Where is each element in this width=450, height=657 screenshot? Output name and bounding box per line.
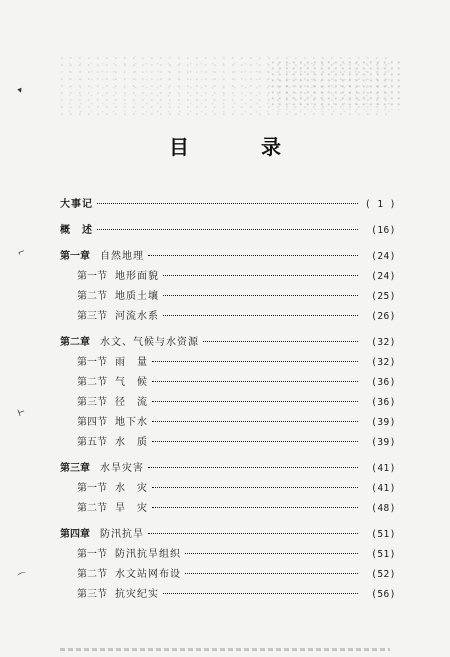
section-number: 第二节 — [77, 503, 107, 514]
toc-section[interactable] — [60, 433, 396, 453]
leader-dots — [152, 487, 358, 488]
margin-mark: ⌐ — [16, 247, 28, 259]
section-title: 气 候 — [115, 377, 148, 388]
chapter-number: 第一章 — [60, 251, 90, 262]
page-number: (48) — [371, 503, 396, 514]
toc-entry-label: 大事记 — [60, 199, 93, 210]
toc-section[interactable] — [60, 499, 396, 519]
chapter-title: 水旱灾害 — [100, 463, 144, 474]
toc-section[interactable] — [60, 393, 396, 413]
toc-section[interactable] — [60, 479, 396, 499]
chapter-title: 防汛抗旱 — [100, 529, 144, 540]
chapter-title: 自然地理 — [100, 251, 144, 262]
margin-mark: ▾ — [16, 85, 25, 97]
page-number: (32) — [371, 357, 396, 368]
toc-section[interactable] — [60, 307, 396, 327]
page-number: (51) — [371, 529, 396, 540]
leader-dots — [152, 401, 358, 402]
toc-section[interactable] — [60, 585, 396, 605]
section-number: 第三节 — [77, 397, 107, 408]
page-number: (39) — [371, 417, 396, 428]
page-number: (39) — [371, 437, 396, 448]
section-title: 水 灾 — [115, 483, 148, 494]
leader-dots — [152, 507, 358, 508]
toc-chapter[interactable] — [60, 459, 396, 479]
section-number: 第一节 — [77, 271, 107, 282]
toc-section[interactable] — [60, 545, 396, 565]
toc-chapter[interactable] — [60, 247, 396, 267]
chapter-number: 第三章 — [60, 463, 90, 474]
page-number: (24) — [371, 251, 396, 262]
section-title: 地质土壤 — [115, 291, 159, 302]
section-title: 抗灾纪实 — [115, 589, 159, 600]
leader-dots — [163, 315, 358, 316]
toc-entry-label: 概 述 — [60, 225, 93, 236]
section-title: 河流水系 — [115, 311, 159, 322]
page-number: (36) — [371, 377, 396, 388]
margin-mark: ⊢ — [16, 406, 28, 420]
section-number: 第一节 — [77, 549, 107, 560]
toc-entry[interactable] — [60, 221, 396, 241]
toc-chapter[interactable] — [60, 525, 396, 545]
margin-mark: ⌒ — [17, 571, 29, 585]
leader-dots — [163, 593, 358, 594]
section-number: 第一节 — [77, 357, 107, 368]
toc-section[interactable] — [60, 353, 396, 373]
page-number: (51) — [371, 549, 396, 560]
leader-dots — [148, 533, 358, 534]
page-number: (25) — [371, 291, 396, 302]
leader-dots — [148, 467, 358, 468]
leader-dots — [148, 255, 358, 256]
section-number: 第四节 — [77, 417, 107, 428]
page-number: (32) — [371, 337, 396, 348]
leader-dots — [185, 573, 358, 574]
leader-dots — [97, 229, 358, 230]
section-number: 第一节 — [77, 483, 107, 494]
chapter-title: 水文、气候与水资源 — [100, 337, 199, 348]
page-number: ( 1 ) — [364, 199, 396, 210]
toc-section[interactable] — [60, 373, 396, 393]
section-number: 第二节 — [77, 569, 107, 580]
page-number: (36) — [371, 397, 396, 408]
toc-section[interactable] — [60, 287, 396, 307]
toc-section[interactable] — [60, 565, 396, 585]
toc-entry[interactable] — [60, 195, 396, 215]
page-number: (41) — [371, 483, 396, 494]
section-number: 第三节 — [77, 311, 107, 322]
chapter-number: 第二章 — [60, 337, 90, 348]
page-title: 目 录 — [169, 135, 307, 159]
chapter-number: 第四章 — [60, 529, 90, 540]
section-title: 地下水 — [115, 417, 148, 428]
leader-dots — [152, 441, 358, 442]
section-title: 地形面貌 — [115, 271, 159, 282]
leader-dots — [163, 295, 358, 296]
section-title: 水 质 — [115, 437, 148, 448]
section-number: 第二节 — [77, 291, 107, 302]
leader-dots — [152, 361, 358, 362]
leader-dots — [203, 341, 358, 342]
section-title: 防汛抗旱组织 — [115, 549, 181, 560]
section-number: 第二节 — [77, 377, 107, 388]
leader-dots — [97, 203, 358, 204]
leader-dots — [185, 553, 358, 554]
toc-section[interactable] — [60, 267, 396, 287]
leader-dots — [152, 381, 358, 382]
section-title: 水文站网布设 — [115, 569, 181, 580]
page-number: (26) — [371, 311, 396, 322]
print-bleed-through — [270, 60, 400, 110]
section-number: 第五节 — [77, 437, 107, 448]
toc-section[interactable] — [60, 413, 396, 433]
page-number: (41) — [371, 463, 396, 474]
section-title: 径 流 — [115, 397, 148, 408]
page-number: (52) — [371, 569, 396, 580]
section-title: 雨 量 — [115, 357, 148, 368]
page-number: (16) — [371, 225, 396, 236]
leader-dots — [163, 275, 358, 276]
bottom-edge-artifact — [60, 648, 390, 651]
toc-chapter[interactable] — [60, 333, 396, 353]
section-title: 旱 灾 — [115, 503, 148, 514]
page-number: (56) — [371, 589, 396, 600]
page-number: (24) — [371, 271, 396, 282]
leader-dots — [152, 421, 358, 422]
section-number: 第三节 — [77, 589, 107, 600]
table-of-contents — [60, 195, 396, 605]
